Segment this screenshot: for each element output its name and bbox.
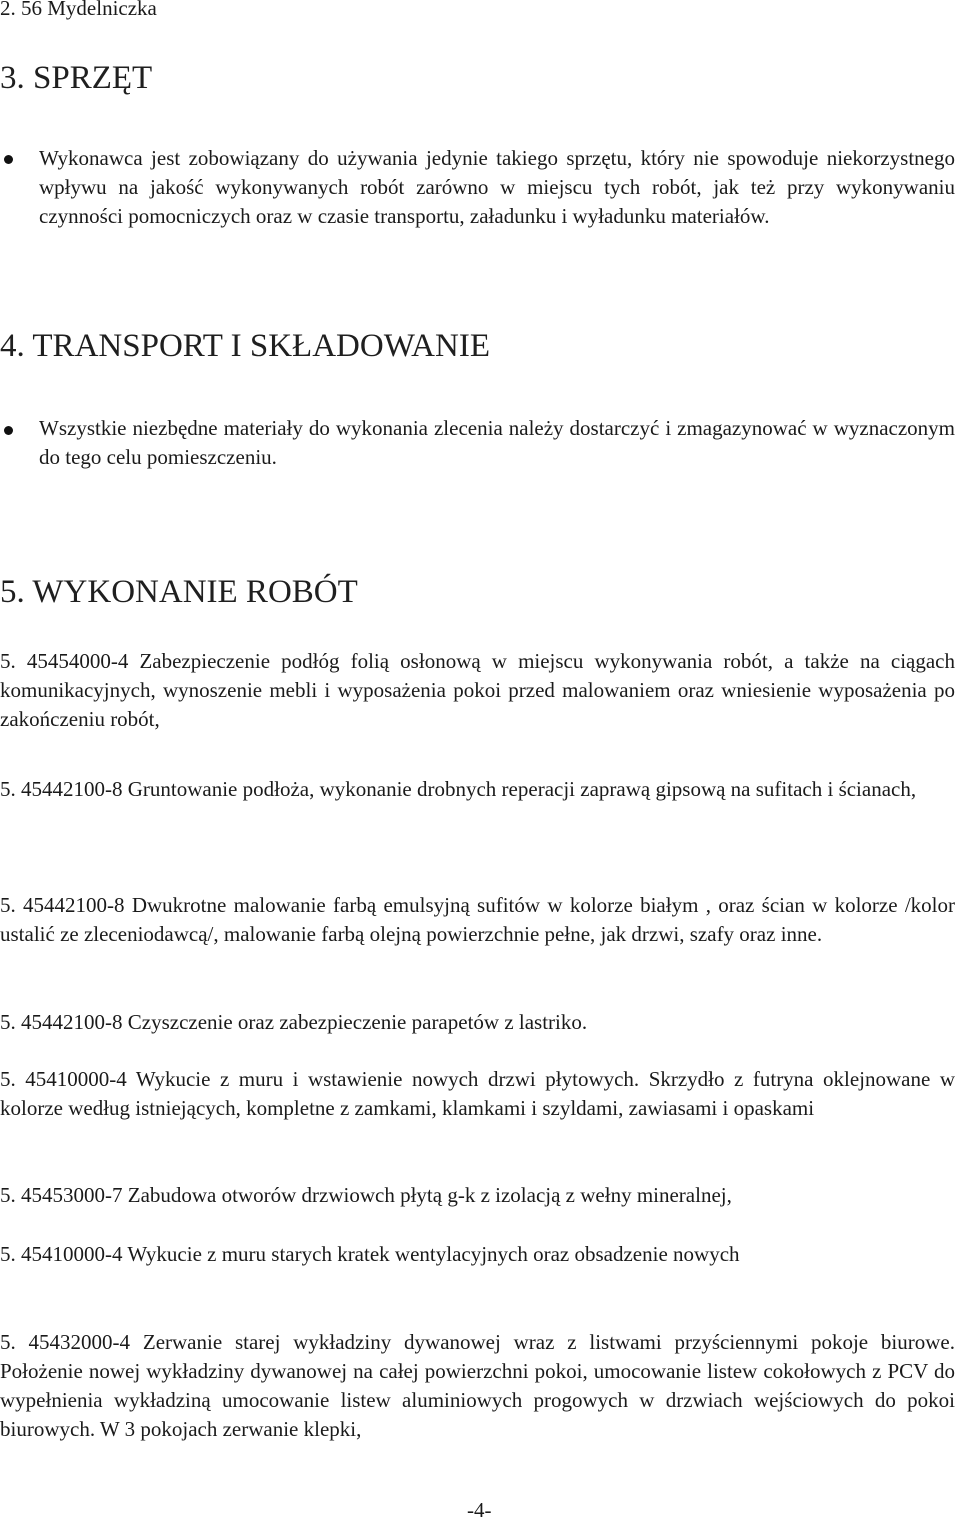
work-item: 5. 45454000-4 Zabezpieczenie podłóg folią osłonową w miejscu wykonywania robót, a także na ciągach komunikacyjnych, wynoszenie mebli i wyposażenia pokoi przed malowaniem oraz wniesienie wyposażenia po zakończeniu robót,	[0, 649, 955, 731]
section-4-heading: 4. TRANSPORT I SKŁADOWANIE	[0, 328, 490, 364]
page-number: -4-	[467, 1498, 492, 1522]
work-item: 5. 45442100-8 Czyszczenie oraz zabezpieczenie parapetów z lastriko.	[0, 1010, 588, 1034]
work-item: 5. 45410000-4 Wykucie z muru starych kratek wentylacyjnych oraz obsadzenie nowych	[0, 1242, 740, 1266]
section-3-heading: 3. SPRZĘT	[0, 60, 153, 96]
section-3-paragraph: Wykonawca jest zobowiązany do używania jedynie takiego sprzętu, który nie spowoduje niekorzystnego wpływu na jakość wykonywanych robót zarówno w miejscu tych robót, jak też przy wykonywaniu czynności pomocniczych oraz w czasie transportu, załadunku i wyładunku materiałów.	[39, 146, 955, 228]
bullet-icon	[4, 426, 13, 435]
section-5-heading: 5. WYKONANIE ROBÓT	[0, 574, 358, 610]
top-line: 2. 56 Mydelniczka	[0, 0, 157, 20]
work-item: 5. 45453000-7 Zabudowa otworów drzwiowch płytą g-k z izolacją z wełny mineralnej,	[0, 1183, 732, 1207]
work-item: 5. 45442100-8 Dwukrotne malowanie farbą emulsyjną sufitów w kolorze białym , oraz ścian w kolorze /kolor ustalić ze zleceniodawcą/, malowanie farbą olejną powierzchnie pełne, jak drzwi, szafy oraz inne.	[0, 893, 955, 946]
section-4-paragraph: Wszystkie niezbędne materiały do wykonania zlecenia należy dostarczyć i zmagazynować w wyznaczonym do tego celu pomieszczeniu.	[39, 416, 955, 469]
bullet-icon	[4, 155, 13, 164]
work-item: 5. 45432000-4 Zerwanie starej wykładziny dywanowej wraz z listwami przyściennymi pokoje biurowe. Położenie nowej wykładziny dywanowej na całej powierzchni pokoi, umocowanie listew cokołowych z PCV do wypełnienia wykładziną umocowanie listew aluminiowych progowych w drzwiach wejściowych do pokoi biurowych. W 3 pokojach zerwanie klepki,	[0, 1330, 955, 1441]
work-item: 5. 45410000-4 Wykucie z muru i wstawienie nowych drzwi płytowych. Skrzydło z futryna oklejnowane w kolorze według istniejących, kompletne z zamkami, klamkami i szyldami, zawiasami i opaskami	[0, 1067, 955, 1120]
work-item: 5. 45442100-8 Gruntowanie podłoża, wykonanie drobnych reperacji zaprawą gipsową na sufitach i ścianach,	[0, 777, 917, 801]
